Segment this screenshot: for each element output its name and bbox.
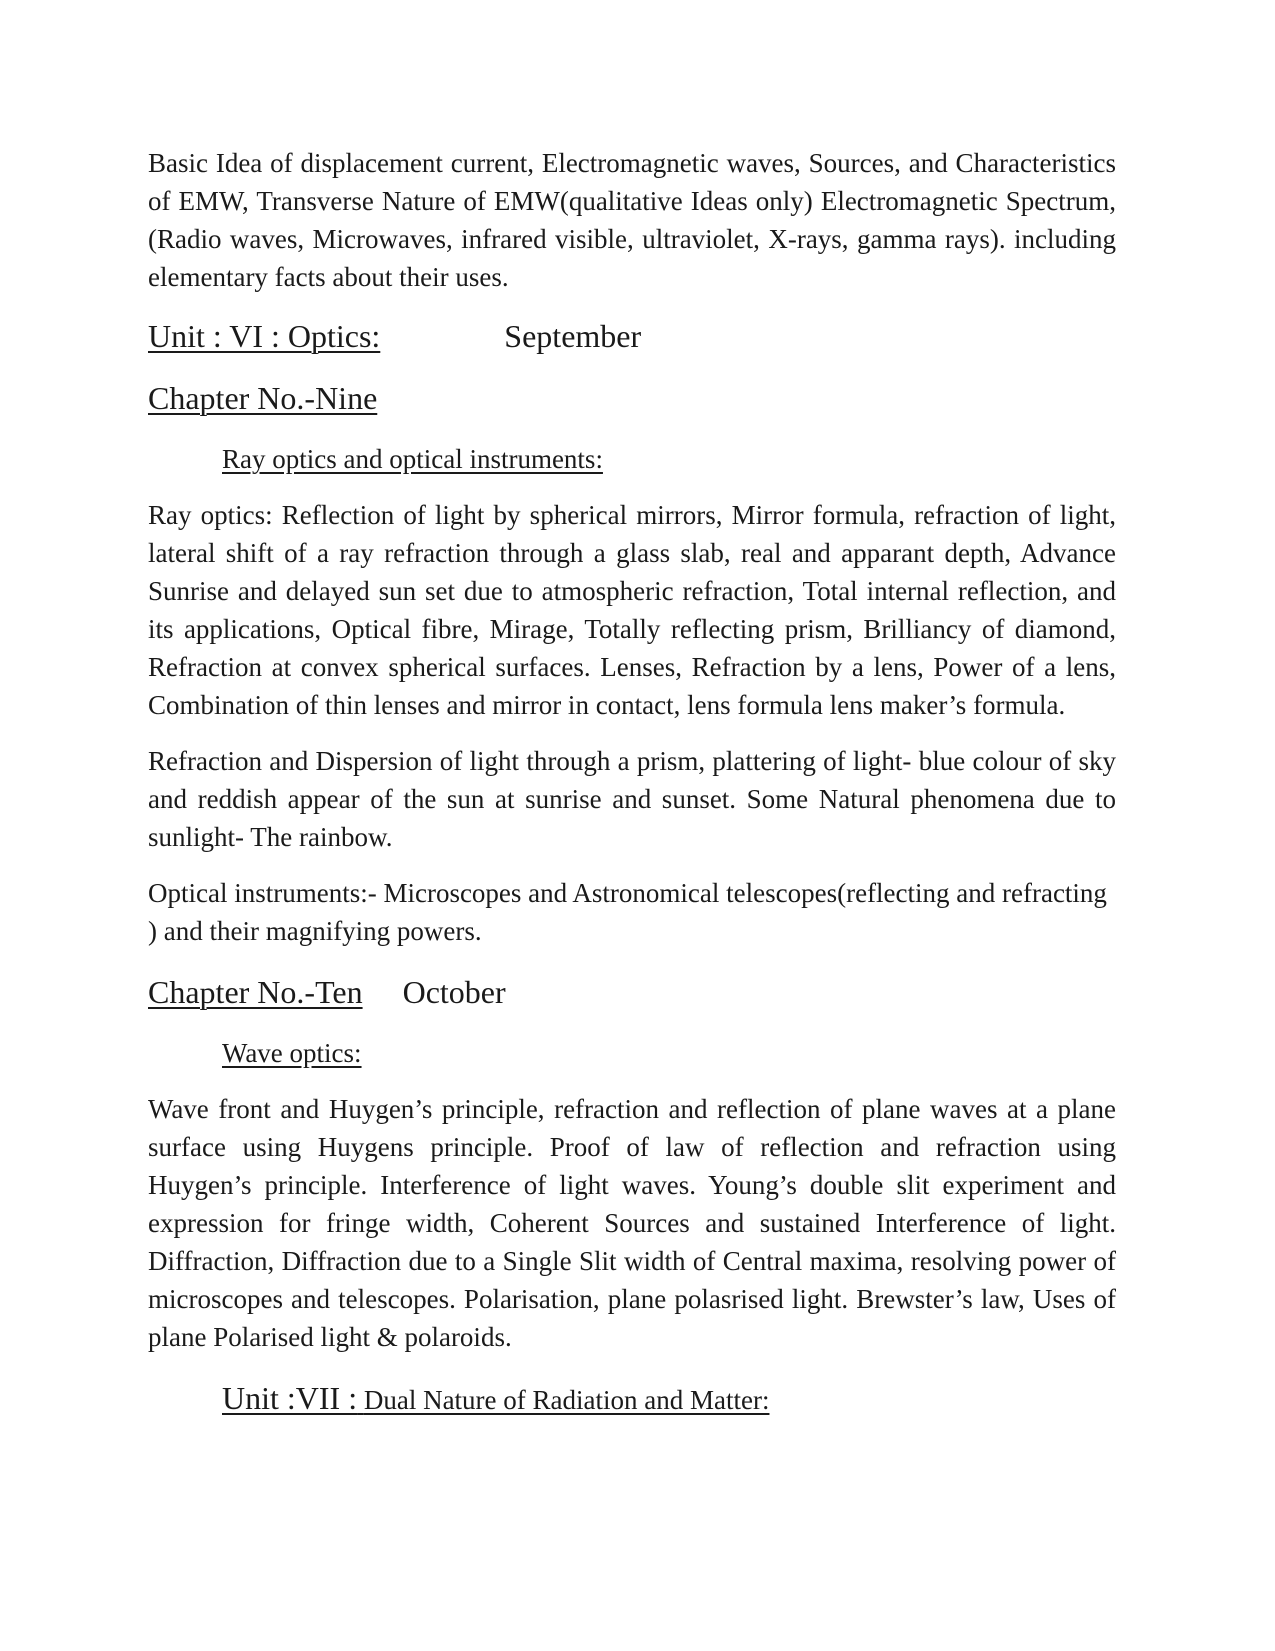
unit7-title: Dual Nature of Radiation and Matter: [363,1385,770,1415]
intro-paragraph: Basic Idea of displacement current, Electromagnetic waves, Sources, and Characteristics of EMW, Transverse Nature of EMW(qualitative Ideas only) Electromagnetic Spectrum,(Radio waves, Microwaves, infrared visible, ultraviolet, X-rays, gamma rays). including elementary facts about their uses. [148,148,1116,292]
chapter9-paragraph-1: Ray optics: Reflection of light by spherical mirrors, Mirror formula, refraction of light, lateral shift of a ray refraction through a glass slab, real and apparant depth, Advance Sunrise and delayed sun set due to atmospheric refraction, Total internal reflection, and its applications, Optical fibre, Mirage, Totally reflecting prism, Brilliancy of diamond, Refraction at convex spherical surfaces. Lenses, Refraction by a lens, Power of a lens, Combination of thin lenses and mirror in contact, lens formula lens maker’s formula. [148,500,1116,720]
unit7-label: Unit :VII : [222,1380,358,1416]
chapter10-subtitle: Wave optics: [222,1038,362,1068]
document-page [148,144,1116,1420]
chapter9-paragraph-3: Optical instruments:- Microscopes and Astronomical telescopes(reflecting and refracting ) and their magnifying powers. [148,878,1107,946]
chapter9-heading [148,378,1116,418]
chapter10-heading [148,972,1116,1012]
chapter10-title: Chapter No.-Ten [148,974,363,1010]
unit6-title: Unit : VI : Optics: [148,318,381,354]
chapter10-month: October [402,974,506,1010]
chapter9-title: Chapter No.-Nine [148,380,378,416]
chapter9-paragraph-2: Refraction and Dispersion of light through a prism, plattering of light- blue colour of sky and reddish appear of the sun at sunrise and sunset. Some Natural phenomena due to sunlight- The rainbow. [148,746,1116,852]
chapter9-subtitle: Ray optics and optical instruments: [222,444,603,474]
unit7-heading [222,1378,1116,1420]
unit6-heading [148,316,1116,356]
chapter10-paragraph: Wave front and Huygen’s principle, refraction and reflection of plane waves at a plane surface using Huygens principle. Proof of law of reflection and refraction using Huygen’s principle. Interference of light waves. Young’s double slit experiment and expression for fringe width, Coherent Sources and sustained Interference of light. Diffraction, Diffraction due to a Single Slit width of Central maxima, resolving power of microscopes and telescopes. Polarisation, plane polasrised light. Brewster’s law, Uses of plane Polarised light & polaroids. [148,1094,1116,1352]
unit6-month: September [504,318,642,354]
